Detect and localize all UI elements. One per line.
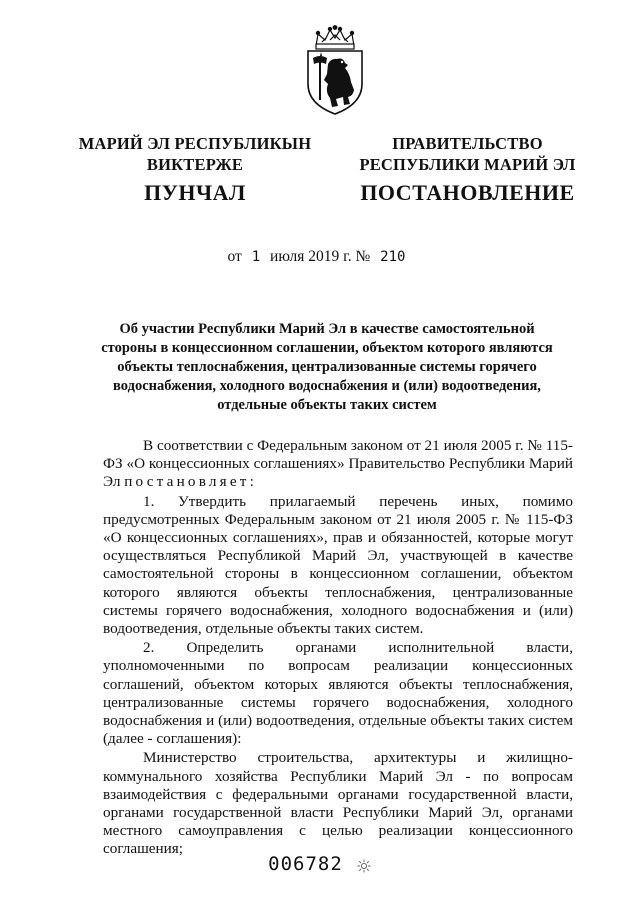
header-mari-line2: ВИКТЕРЖЕ <box>146 155 244 174</box>
header-russian-line2: РЕСПУБЛИКИ МАРИЙ ЭЛ <box>359 155 576 174</box>
header-russian-column <box>340 133 595 207</box>
resolution-word: постановляет: <box>124 473 258 491</box>
title-line: отдельные объекты таких систем <box>217 397 437 413</box>
title-line: стороны в концессионном соглашении, объектом которого являются <box>101 340 553 356</box>
document-title <box>92 320 562 415</box>
date-month-year: июля 2019 г. № <box>270 248 371 265</box>
preamble-paragraph <box>103 437 573 492</box>
header-mari-doc-type: ПУНЧАЛ <box>144 180 246 205</box>
clause-2-paragraph: 2. Определить органами исполнительной власти, уполномоченными по вопросам реализации концессионных соглашений, объектом которых являются объекты теплоснабжения, централизованные системы горячего водоснабжения, холодного водоснабжения и (или) водоотведения, отдельные объекты таких систем (далее - соглашения): <box>103 639 573 748</box>
title-line: Об участии Республики Марий Эл в качестве самостоятельной <box>119 321 535 337</box>
document-number: 210 <box>380 249 406 265</box>
ministry-paragraph: Министерство строительства, архитектуры и жилищно-коммунального хозяйства Республики Марий Эл - по вопросам взаимодействия с федеральными органами государственной власти, органами государственной власти Республики Марий Эл, органами местного самоуправления с целью реализации концессионного соглашения; <box>103 749 573 858</box>
header-mari-line1: МАРИЙ ЭЛ РЕСПУБЛИКЫН <box>78 134 312 153</box>
document-footer <box>0 853 639 875</box>
header-russian-doc-type: ПОСТАНОВЛЕНИЕ <box>360 180 575 205</box>
date-prefix: от <box>227 248 242 265</box>
title-line: водоснабжения, холодного водоснабжения и (или) водоотведения, <box>113 378 541 394</box>
header-mari-column <box>70 133 320 207</box>
title-line: объекты теплоснабжения, централизованные системы горячего <box>117 359 537 375</box>
coat-of-arms-emblem <box>298 24 372 116</box>
document-body <box>103 437 573 859</box>
sun-ornament-icon <box>357 859 371 873</box>
preamble-text: В соответствии с Федеральным законом от 21 июля 2005 г. № 115-ФЗ «О концессионных соглашениях» Правительство Республики Марий Эл <box>103 437 573 491</box>
document-date-line <box>0 248 639 266</box>
header-russian-line1: ПРАВИТЕЛЬСТВО <box>392 134 543 153</box>
date-day: 1 <box>251 249 261 265</box>
serial-number: 006782 <box>268 853 343 875</box>
clause-1-paragraph: 1. Утвердить прилагаемый перечень иных, помимо предусмотренных Федеральным законом от 21 июля 2005 г. № 115-ФЗ «О концессионных соглашениях», прав и обязанностей, которые могут осуществляться Республикой Марий Эл, участвующей в качестве самостоятельной стороны в концессионном соглашении, объектом которого являются объекты теплоснабжения, централизованные системы горячего водоснабжения, холодного водоснабжения и (или) водоотведения, отдельные объекты таких систем. <box>103 492 573 638</box>
